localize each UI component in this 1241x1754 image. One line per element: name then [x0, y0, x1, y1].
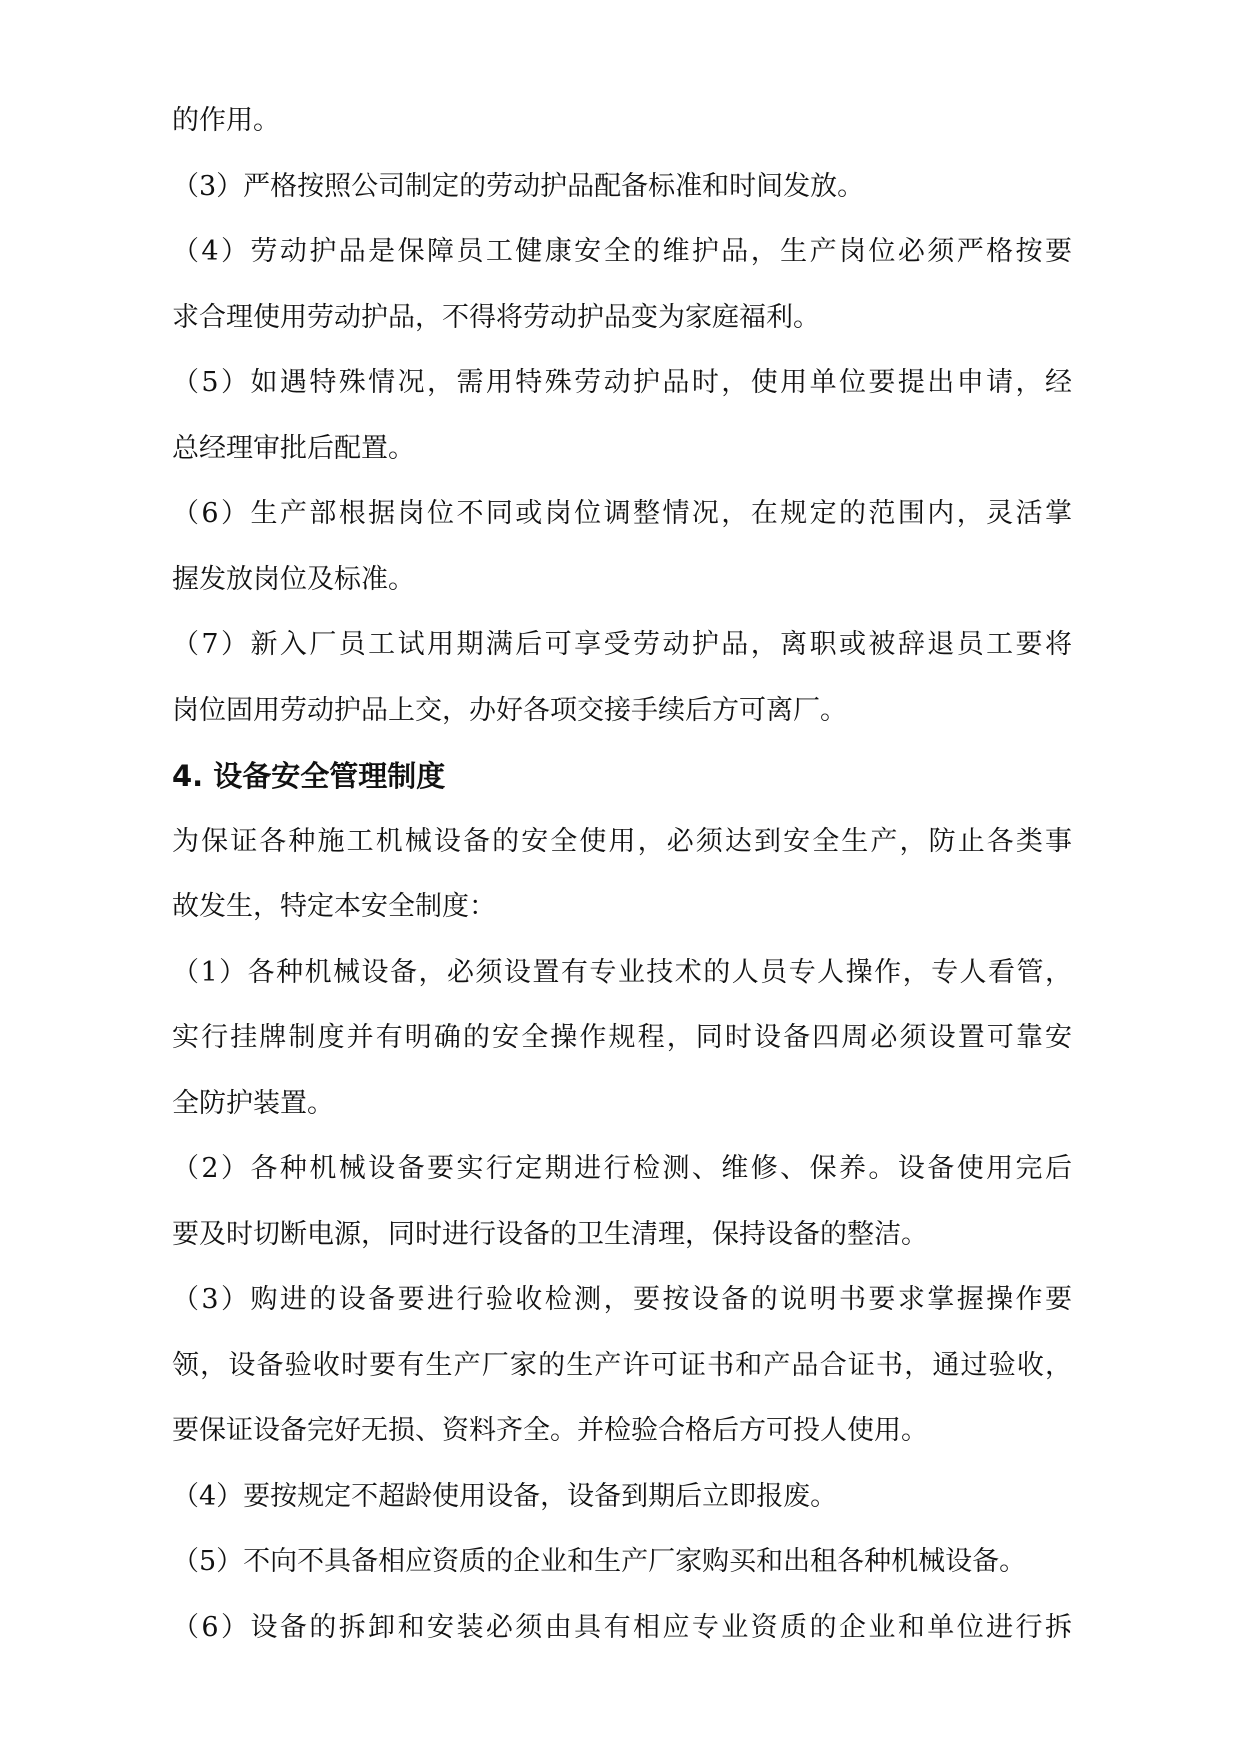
- paragraph-line: （2）各种机械设备要实行定期进行检测、维修、保养。设备使用完后: [172, 1153, 1072, 1184]
- paragraph-line: 为保证各种施工机械设备的安全使用，必须达到安全生产，防止各类事: [172, 825, 1072, 857]
- paragraph-line: 领，设备验收时要有生产厂家的生产许可证书和产品合证书，通过验收，: [172, 1349, 1072, 1381]
- paragraph-line: 的作用。: [172, 105, 280, 136]
- paragraph-line: （3）购进的设备要进行验收检测，要按设备的说明书要求掌握操作要: [172, 1284, 1072, 1315]
- paragraph-line: （4）要按规定不超龄使用设备，设备到期后立即报废。: [172, 1480, 838, 1512]
- paragraph-line: 全防护装置。: [172, 1087, 334, 1119]
- paragraph-line: （7）新入厂员工试用期满后可享受劳动护品，离职或被辞退员工要将: [172, 629, 1072, 660]
- paragraph-line: （1）各种机械设备，必须设置有专业技术的人员专人操作，专人看管，: [172, 956, 1072, 988]
- paragraph-line: （5）如遇特殊情况，需用特殊劳动护品时，使用单位要提出申请，经: [172, 367, 1072, 398]
- paragraph-line: （6）生产部根据岗位不同或岗位调整情况，在规定的范围内，灵活掌: [172, 498, 1072, 529]
- paragraph-line: 总经理审批后配置。: [172, 432, 415, 464]
- paragraph-line: 握发放岗位及标准。: [172, 563, 415, 595]
- paragraph-line: 要保证设备完好无损、资料齐全。并检验合格后方可投人使用。: [172, 1415, 928, 1446]
- section-heading: 4. 设备安全管理制度: [172, 759, 446, 793]
- paragraph-line: （4）劳动护品是保障员工健康安全的维护品，生产岗位必须严格按要: [172, 236, 1072, 267]
- document-body: [172, 95, 1072, 1667]
- paragraph-line: 岗位固用劳动护品上交，办好各项交接手续后方可离厂。: [172, 694, 847, 726]
- paragraph-line: 故发生，特定本安全制度：: [172, 891, 496, 922]
- paragraph-line: 要及时切断电源，同时进行设备的卫生清理，保持设备的整洁。: [172, 1218, 928, 1250]
- paragraph-line: （3）严格按照公司制定的劳动护品配备标准和时间发放。: [172, 170, 865, 202]
- paragraph-line: （6）设备的拆卸和安装必须由具有相应专业资质的企业和单位进行拆: [172, 1611, 1072, 1643]
- paragraph-line: 求合理使用劳动护品，不得将劳动护品变为家庭福利。: [172, 301, 820, 333]
- paragraph-line: 实行挂牌制度并有明确的安全操作规程，同时设备四周必须设置可靠安: [172, 1022, 1072, 1053]
- paragraph-line: （5）不向不具备相应资质的企业和生产厂家购买和出租各种机械设备。: [172, 1546, 1027, 1577]
